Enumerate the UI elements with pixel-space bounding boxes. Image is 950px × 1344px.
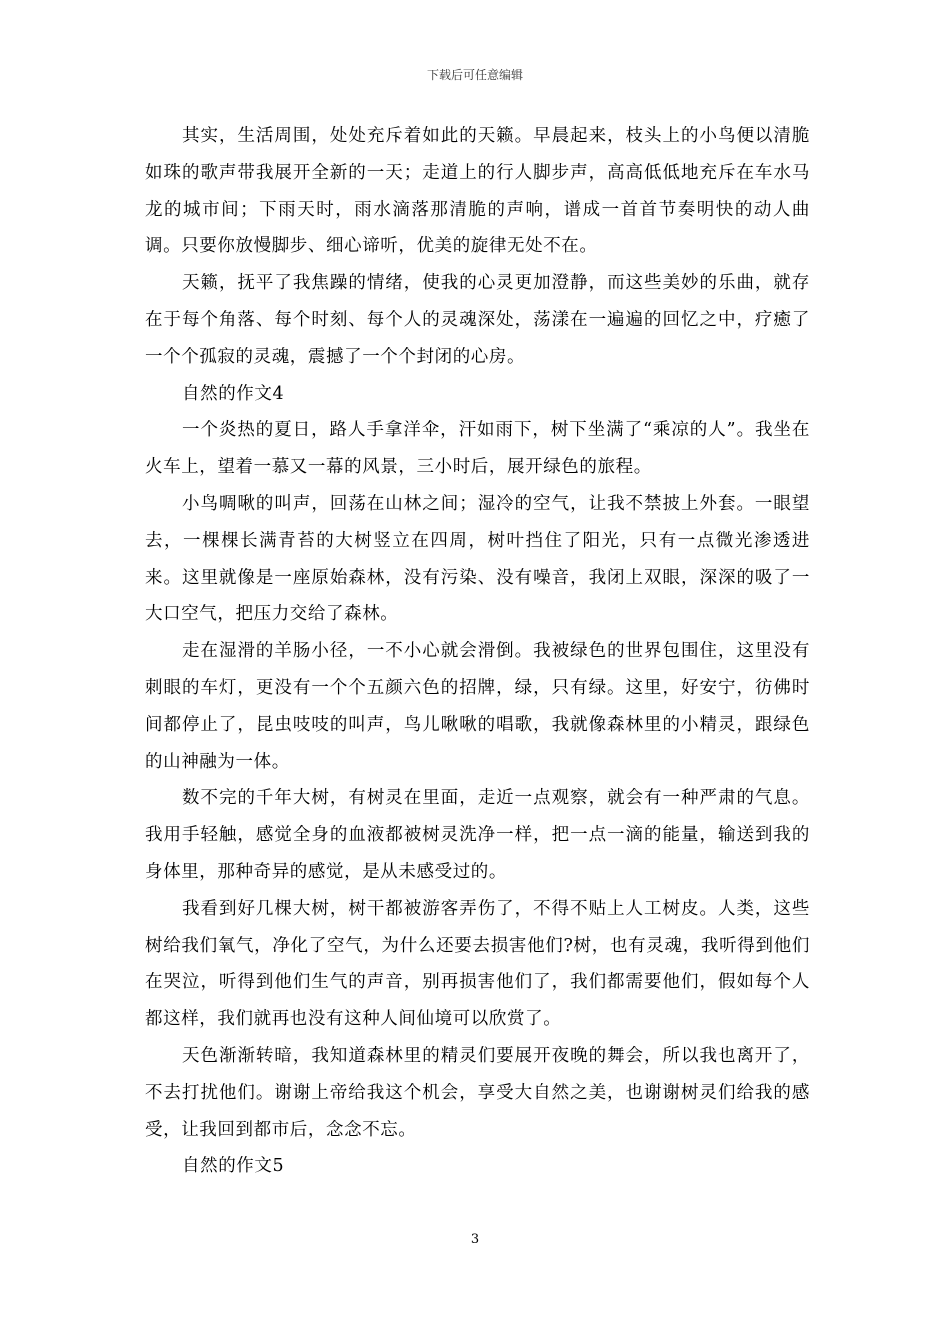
- paragraph: 其实，生活周围，处处充斥着如此的天籁。早晨起来，枝头上的小鸟便以清脆如珠的歌声带我展开全新的一天；走道上的行人脚步声，高高低低地充斥在车水马龙的城市间；下雨天时，雨水滴落那清脆的声响，谱成一首首节奏明快的动人曲调。只要你放慢脚步、细心谛听，优美的旋律无处不在。: [145, 126, 810, 257]
- document-body: [145, 118, 810, 1185]
- paragraph: 我看到好几棵大树，树干都被游客弄伤了，不得不贴上人工树皮。人类，这些树给我们氧气，净化了空气，为什么还要去损害他们?树，也有灵魂，我听得到他们在哭泣，听得到他们生气的声音，别再损害他们了，我们都需要他们，假如每个人都这样，我们就再也没有这种人间仙境可以欣赏了。: [145, 898, 810, 1030]
- section-title: 自然的作文5: [182, 1156, 285, 1177]
- paragraph: 小鸟啁啾的叫声，回荡在山林之间；湿冷的空气，让我不禁披上外套。一眼望去，一棵棵长满青苔的大树竖立在四周，树叶挡住了阳光，只有一点微光渗透进来。这里就像是一座原始森林，没有污染、没有噪音，我闭上双眼，深深的吸了一大口空气，把压力交给了森林。: [145, 493, 810, 625]
- paragraph: 走在湿滑的羊肠小径，一不小心就会滑倒。我被绿色的世界包围住，这里没有刺眼的车灯，更没有一个个五颜六色的招牌，绿，只有绿。这里，好安宁，彷佛时间都停止了，昆虫吱吱的叫声，鸟儿啾啾的唱歌，我就像森林里的小精灵，跟绿色的山神融为一体。: [145, 641, 810, 772]
- page-number: 3: [470, 1232, 480, 1247]
- paragraph: 一个炎热的夏日，路人手拿洋伞，汗如雨下，树下坐满了“乘凉的人”。我坐在火车上，望着一慕又一幕的风景，三小时后，展开绿色的旅程。: [145, 420, 810, 478]
- page-header: 下载后可任意编辑: [426, 68, 523, 82]
- paragraph: 数不完的千年大树，有树灵在里面，走近一点观察，就会有一种严肃的气息。我用手轻触，感觉全身的血液都被树灵洗净一样，把一点一滴的能量，输送到我的身体里，那种奇异的感觉，是从未感受过的。: [145, 788, 810, 882]
- paragraph: 天色渐渐转暗，我知道森林里的精灵们要展开夜晚的舞会，所以我也离开了，不去打扰他们。谢谢上帝给我这个机会，享受大自然之美，也谢谢树灵们给我的感受，让我回到都市后，念念不忘。: [145, 1045, 810, 1140]
- paragraph: 天籁，抚平了我焦躁的情绪，使我的心灵更加澄静，而这些美妙的乐曲，就存在于每个角落、每个时刻、每个人的灵魂深处，荡漾在一遍遍的回忆之中，疗癒了一个个孤寂的灵魂，震撼了一个个封闭的心房。: [145, 273, 810, 367]
- section-title: 自然的作文4: [182, 383, 285, 404]
